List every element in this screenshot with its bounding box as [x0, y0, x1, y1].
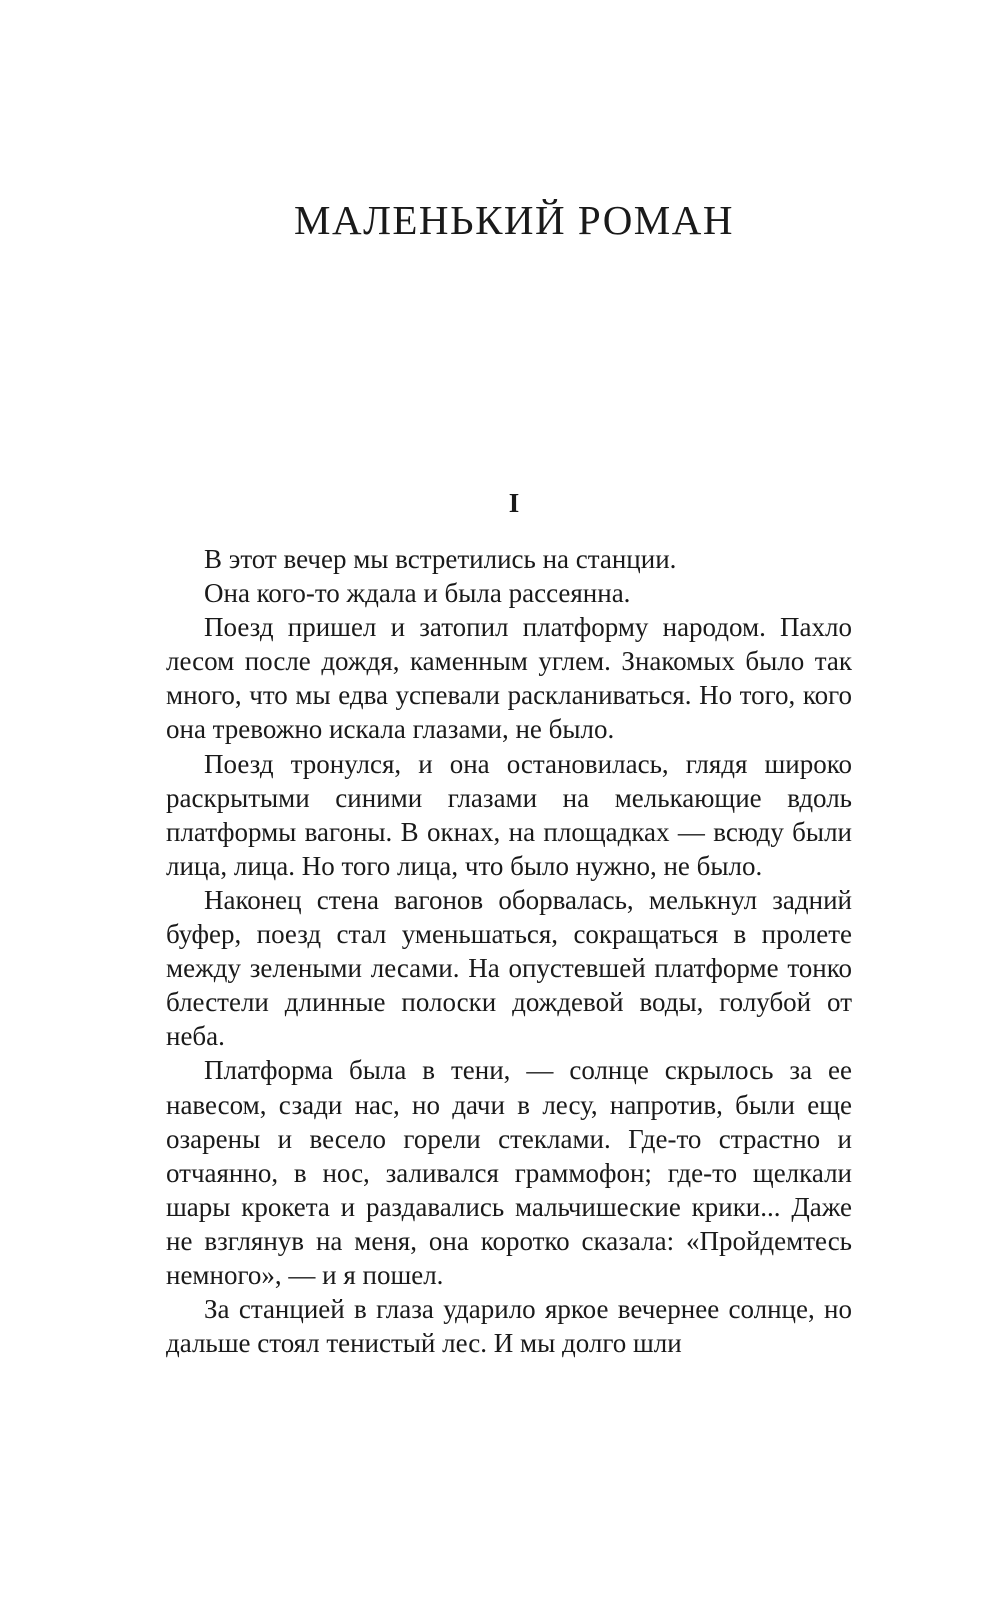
paragraph: В этот вечер мы встретились на станции. [204, 544, 677, 574]
body-text [166, 542, 852, 1360]
paragraph: Поезд пришел и затопил платформу народом. Пахло лесом после дождя, каменным углем. Знакомых было так много, что мы едва успевали раскланиваться. Но того, кого она тревожно искала глазами, не было. [166, 612, 852, 745]
chapter-number: I [508, 488, 520, 518]
paragraph: Поезд тронулся, и она остановилась, глядя широко раскрытыми синими глазами на мелькающие вдоль платформы вагоны. В окнах, на площадках — всюду были лица, лица. Но того лица, что было нужно, не было. [166, 748, 852, 881]
book-title: МАЛЕНЬКИЙ РОМАН [294, 197, 734, 243]
paragraph: За станцией в глаза ударило яркое вечернее солнце, но дальше стоял тенистый лес. И мы долго шли [166, 1294, 852, 1359]
paragraph: Платформа была в тени, — солнце скрылось за ее навесом, сзади нас, но дачи в лесу, напротив, были еще озарены и весело горели стеклами. Где-то страстно и отчаянно, в нос, заливался граммофон; где-то щелкали шары крокета и раздавались мальчишеские крики... Даже не взглянув на меня, она коротко сказала: «Пройдемтесь немного», — и я пошел. [166, 1055, 852, 1290]
paragraph: Она кого-то ждала и была рассеянна. [204, 578, 631, 609]
paragraph: Наконец стена вагонов оборвалась, мелькнул задний буфер, поезд стал уменьшаться, сокращаться в пролете между зелеными лесами. На опустевшей платформе тонко блестели длинные полоски дождевой воды, голубой от неба. [166, 884, 852, 1052]
